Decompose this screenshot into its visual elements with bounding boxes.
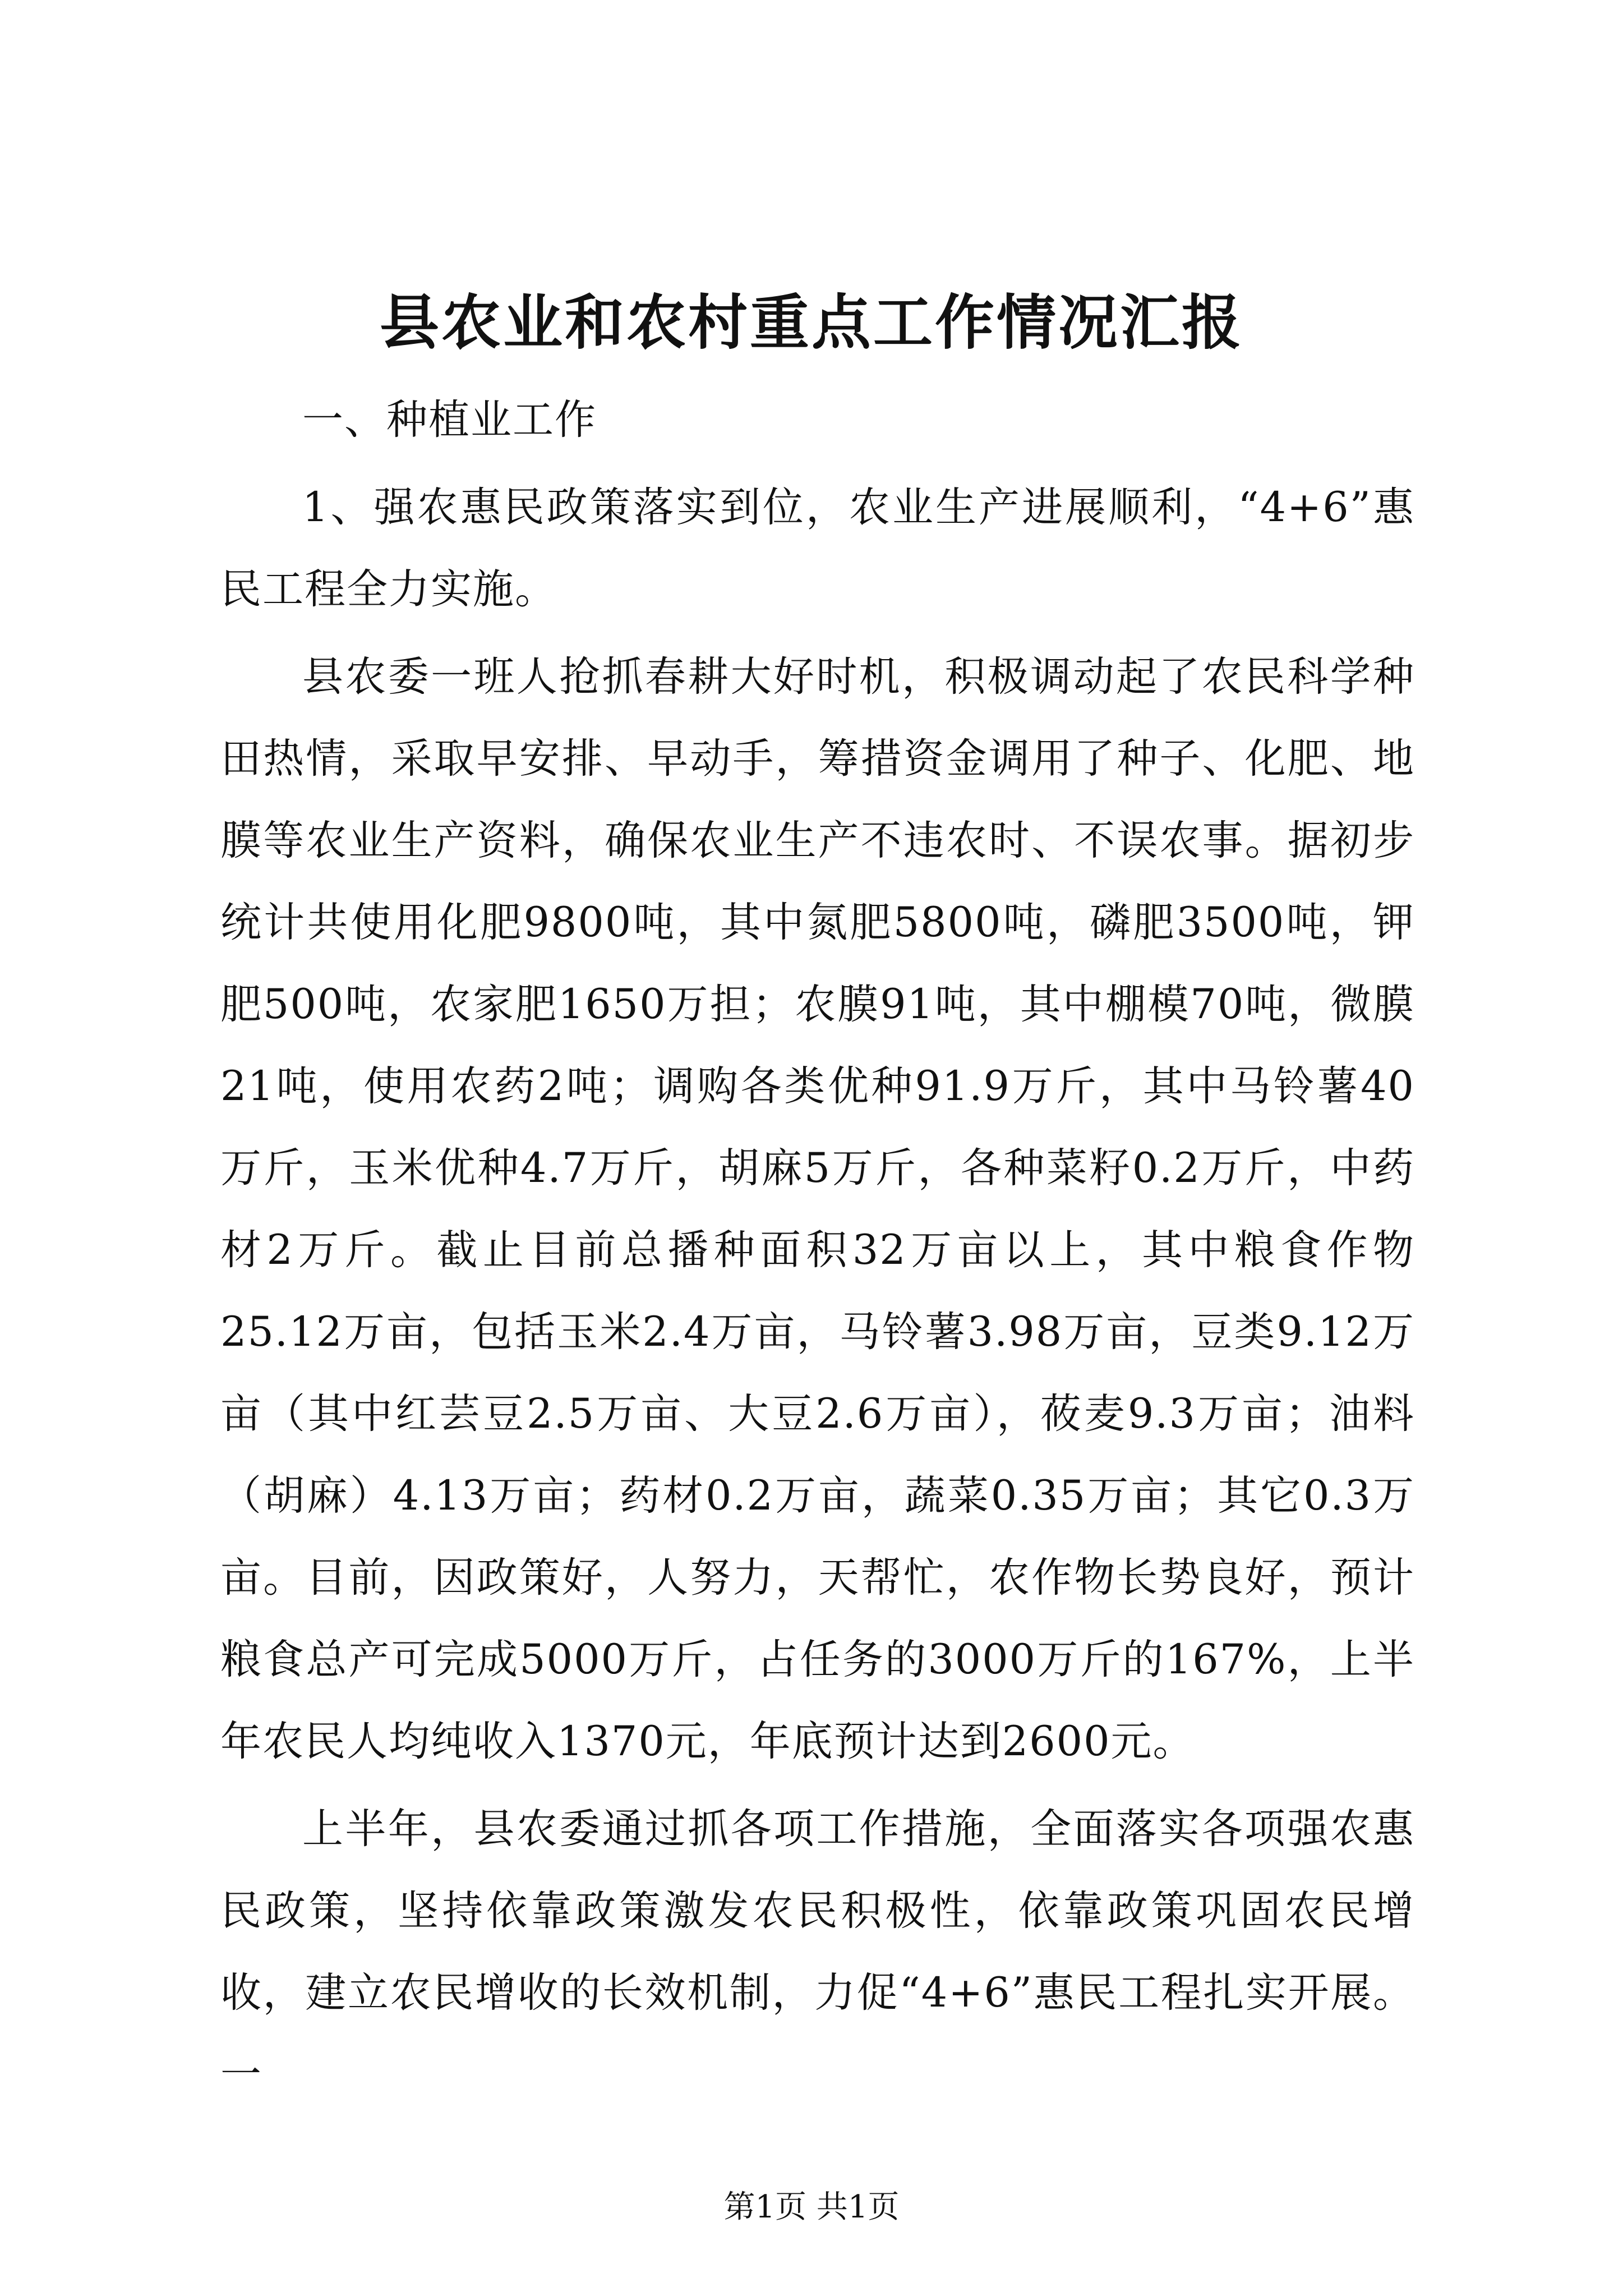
section-heading: 一、种植业工作 <box>302 396 597 444</box>
body-paragraph: 上半年，县农委通过抓各项工作措施，全面落实各项强农惠民政策，坚持依靠政策激发农民积极性，依靠政策巩固农民增收，建立农民增收的长效机制，力促“4+6”惠民工程扎实开展。一 <box>220 1805 1415 2099</box>
document-body <box>220 379 1415 2122</box>
page-number-footer: 第1页 共1页 <box>723 2189 900 2225</box>
body-paragraph: 县农委一班人抢抓春耕大好时机，积极调动起了农民科学种田热情，采取早安排、早动手，筹措资金调用了种子、化肥、地膜等农业生产资料，确保农业生产不违农时、不误农事。据初步统计共使用化肥9800吨，其中氮肥5800吨，磷肥3500吨，钾肥500吨，农家肥1650万担；农膜91吨，其中棚模70吨，微膜21吨，使用农药2吨；调购各类优种91.9万斤，其中马铃薯40万斤，玉米优种4.7万斤，胡麻5万斤，各种菜籽0.2万斤，中药材2万斤。截止目前总播种面积32万亩以上，其中粮食作物25.12万亩，包括玉米2.4万亩，马铃薯3.98万亩，豆类9.12万亩（其中红芸豆2.5万亩、大豆2.6万亩），莜麦9.3万亩；油料（胡麻）4.13万亩；药材0.2万亩，蔬菜0.35万亩；其它0.3万亩。目前，因政策好，人努力，天帮忙，农作物长势良好，预计粮食总产可完成5000万斤，占任务的3000万斤的167%，上半年农民人均纯收入1370元，年底预计达到2600元。 <box>220 653 1415 1765</box>
subsection-heading: 1、强农惠民政策落实到位，农业生产进展顺利，“4+6”惠民工程全力实施。 <box>220 484 1415 613</box>
document-title: 县农业和农村重点工作情况汇报 <box>380 287 1243 357</box>
